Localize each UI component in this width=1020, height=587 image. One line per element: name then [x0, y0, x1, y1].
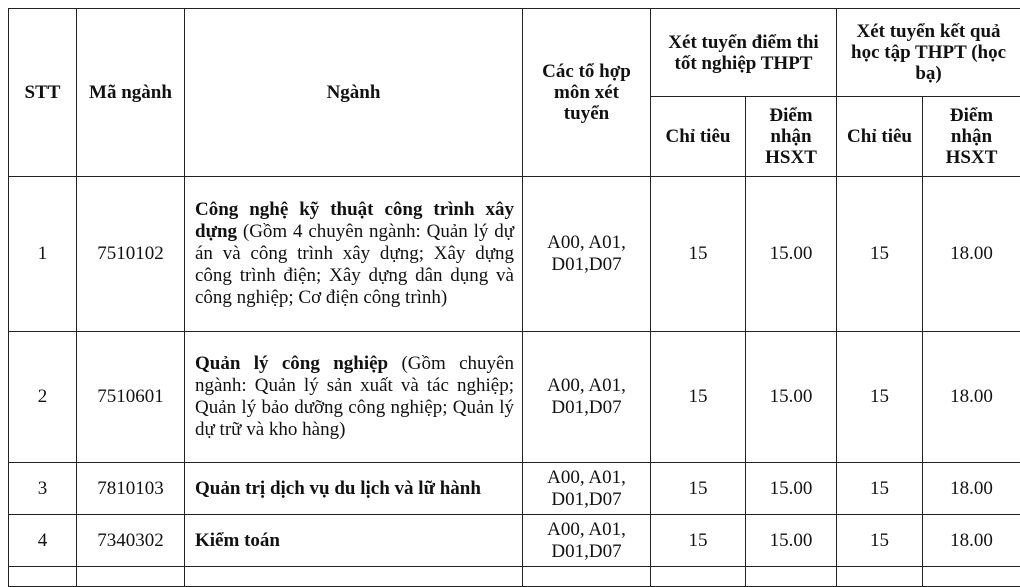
nganh-cell: [185, 567, 523, 587]
ma-nganh-cell: 7810103: [77, 463, 185, 515]
diem-hoc-ba-cell: 18.00: [923, 177, 1020, 332]
stt-cell: 3: [9, 463, 77, 515]
diem-thpt-cell: 15.00: [746, 515, 837, 567]
header-row-1: [9, 9, 1020, 97]
header-diem-nhan-1: Điểm nhận HSXT: [746, 97, 837, 177]
header-stt: STT: [9, 9, 77, 177]
table-row: [9, 177, 1020, 332]
to-hop-cell: [523, 567, 651, 587]
nganh-cell: [185, 515, 523, 567]
table-row: [9, 463, 1020, 515]
stt-cell: 4: [9, 515, 77, 567]
stt-cell: 1: [9, 177, 77, 332]
header-diem-nhan-2: Điểm nhận HSXT: [923, 97, 1020, 177]
to-hop-cell: A00, A01, D01,D07: [523, 177, 651, 332]
diem-thpt-cell: 15.00: [746, 177, 837, 332]
to-hop-cell: A00, A01, D01,D07: [523, 463, 651, 515]
nganh-name: Công nghệ kỹ thuật công trình xây dựng: [195, 199, 514, 242]
nganh-detail: (Gồm chuyên ngành: Quản lý sản xuất và tác nghiệp; Quản lý bảo dưỡng công nghiệp; Quản lý dự trữ và kho hàng): [195, 353, 514, 440]
stt-cell: [9, 567, 77, 587]
chi-tieu-hoc-ba-cell: 15: [837, 515, 923, 567]
ma-nganh-cell: 7510102: [77, 177, 185, 332]
chi-tieu-thpt-cell: [651, 567, 746, 587]
ma-nganh-cell: [77, 567, 185, 587]
table-row-cut-off: [9, 567, 1020, 587]
diem-hoc-ba-cell: 18.00: [923, 463, 1020, 515]
header-group-thpt: Xét tuyển điểm thi tốt nghiệp THPT: [651, 9, 837, 97]
header-to-hop: Các tổ hợp môn xét tuyển: [523, 9, 651, 177]
chi-tieu-thpt-cell: 15: [651, 332, 746, 463]
chi-tieu-hoc-ba-cell: 15: [837, 332, 923, 463]
chi-tieu-thpt-cell: 15: [651, 463, 746, 515]
chi-tieu-hoc-ba-cell: 15: [837, 463, 923, 515]
chi-tieu-thpt-cell: 15: [651, 515, 746, 567]
table-row: [9, 332, 1020, 463]
nganh-cell: [185, 177, 523, 332]
diem-hoc-ba-cell: [923, 567, 1020, 587]
nganh-cell: [185, 463, 523, 515]
header-ma-nganh: Mã ngành: [77, 9, 185, 177]
nganh-name: Kiểm toán: [195, 530, 280, 551]
diem-hoc-ba-cell: 18.00: [923, 515, 1020, 567]
admission-table: [8, 8, 1020, 587]
diem-thpt-cell: 15.00: [746, 463, 837, 515]
header-group-hoc-ba: Xét tuyển kết quả học tập THPT (học bạ): [837, 9, 1020, 97]
chi-tieu-thpt-cell: 15: [651, 177, 746, 332]
to-hop-cell: A00, A01, D01,D07: [523, 515, 651, 567]
chi-tieu-hoc-ba-cell: 15: [837, 177, 923, 332]
diem-thpt-cell: [746, 567, 837, 587]
stt-cell: 2: [9, 332, 77, 463]
diem-hoc-ba-cell: 18.00: [923, 332, 1020, 463]
table-row: [9, 515, 1020, 567]
nganh-cell: [185, 332, 523, 463]
header-chi-tieu-1: Chỉ tiêu: [651, 97, 746, 177]
header-nganh: Ngành: [185, 9, 523, 177]
ma-nganh-cell: 7510601: [77, 332, 185, 463]
to-hop-cell: A00, A01, D01,D07: [523, 332, 651, 463]
nganh-name: Quản lý công nghiệp: [195, 353, 388, 374]
header-chi-tieu-2: Chỉ tiêu: [837, 97, 923, 177]
diem-thpt-cell: 15.00: [746, 332, 837, 463]
ma-nganh-cell: 7340302: [77, 515, 185, 567]
chi-tieu-hoc-ba-cell: [837, 567, 923, 587]
nganh-name: Quản trị dịch vụ du lịch và lữ hành: [195, 478, 481, 499]
nganh-detail: (Gồm 4 chuyên ngành: Quản lý dự án và công trình xây dựng; Xây dựng công trình điện; Xây dựng dân dụng và công nghiệp; Cơ điện công trình): [195, 221, 514, 308]
